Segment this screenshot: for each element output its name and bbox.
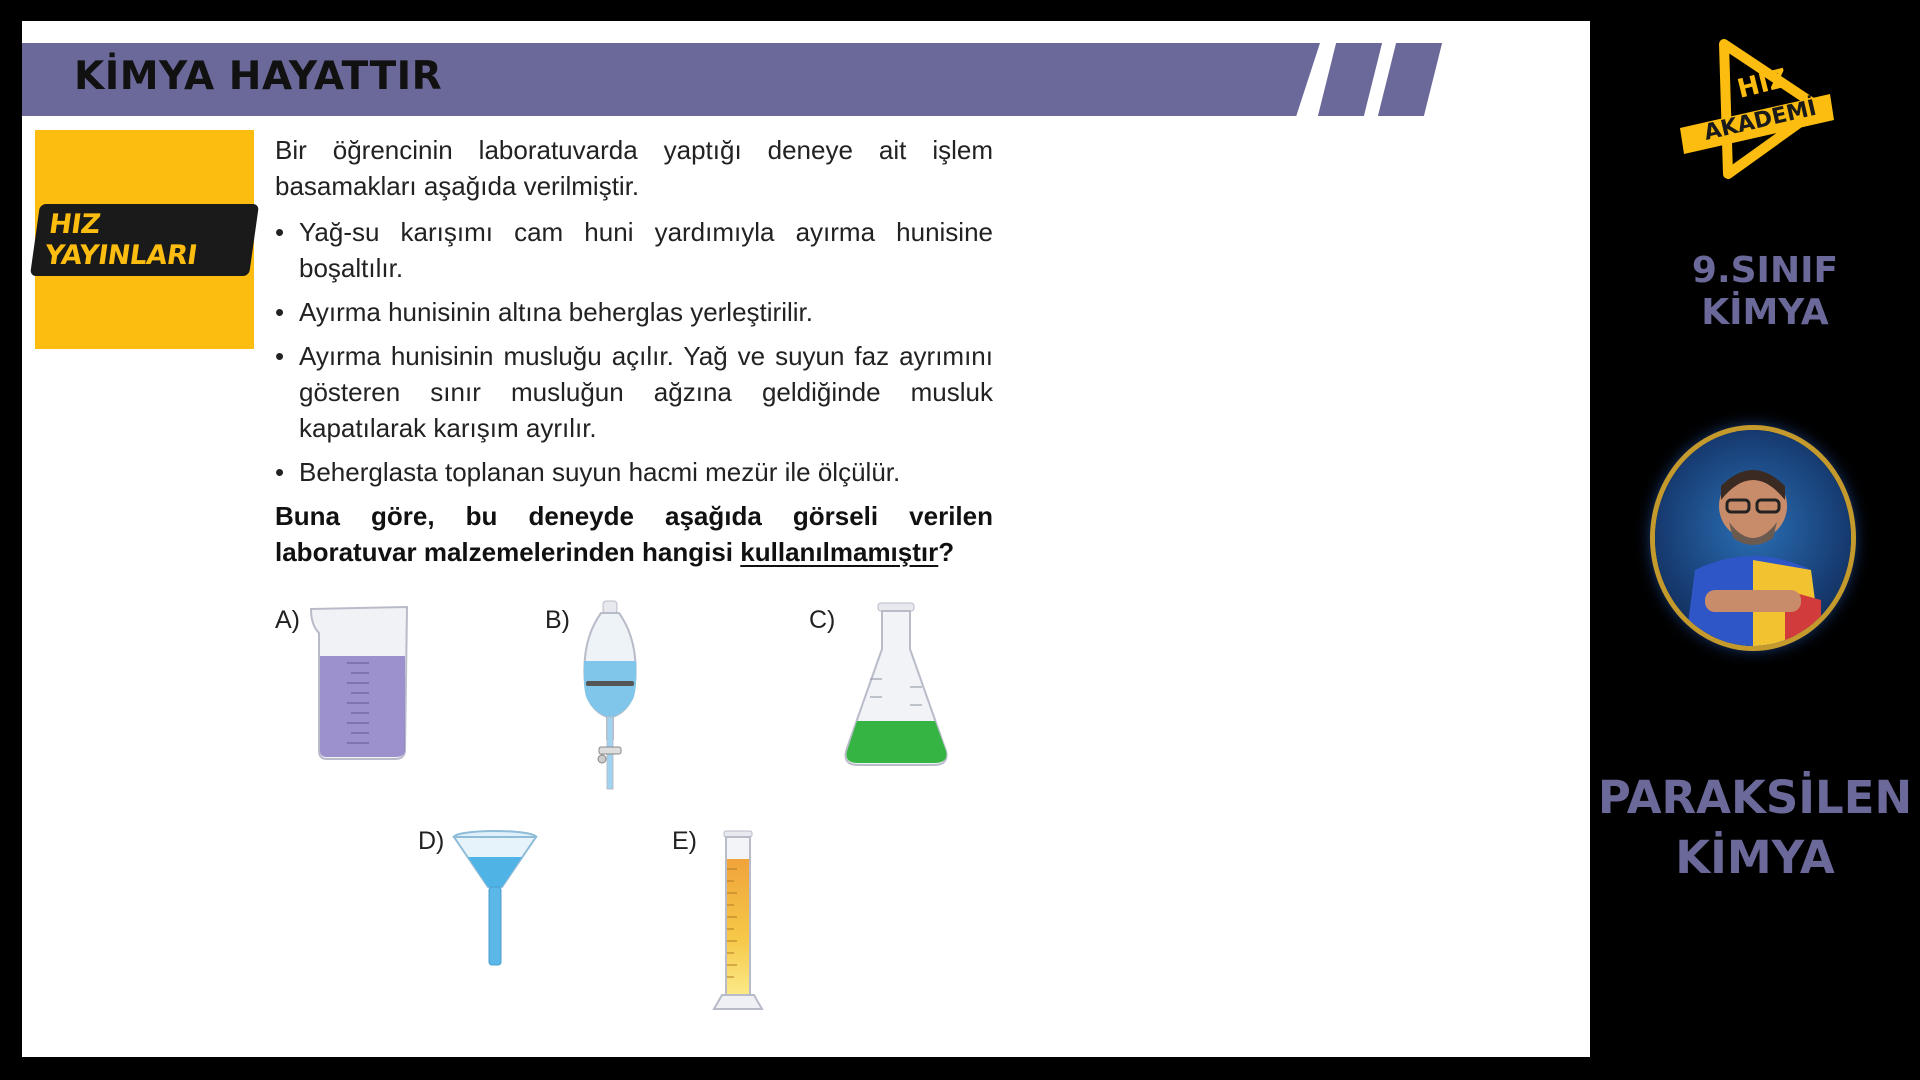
prompt-end: ? <box>938 537 955 567</box>
teacher-line2: KİMYA <box>1675 831 1835 884</box>
step-item: • Ayırma hunisinin musluğu açılır. Yağ ve suyun faz ayrımını gösteren sınır musluğun ağzına geldiğinde musluk kapatılarak karışım ayrılır. <box>275 338 993 446</box>
question-prompt <box>275 498 993 570</box>
option-c-label[interactable]: C) <box>809 606 836 634</box>
class-line2: KİMYA <box>1701 292 1829 333</box>
banner-stripe <box>1378 43 1442 116</box>
banner-stripe <box>1318 43 1382 116</box>
question-intro: Bir öğrencinin laboratuvarda yaptığı deneye ait işlem basamakları aşağıda verilmiştir. <box>275 135 993 201</box>
avatar-figure <box>1655 430 1851 646</box>
separatory-funnel-icon[interactable] <box>575 599 645 794</box>
logo-line2: AKADEMİ <box>1701 95 1819 146</box>
erlenmeyer-flask-icon[interactable] <box>840 601 952 771</box>
option-d-label[interactable]: D) <box>418 827 445 855</box>
class-line1: 9.SINIF <box>1691 250 1839 291</box>
publisher-logo-text: HIZ YAYINLARI <box>30 204 259 276</box>
step-item: • Ayırma hunisinin altına beherglas yerleştirilir. <box>275 294 993 330</box>
page-title: KİMYA HAYATTIR <box>74 54 443 99</box>
question-body <box>275 132 993 570</box>
option-a-label[interactable]: A) <box>275 606 300 634</box>
step-item: • Yağ-su karışımı cam huni yardımıyla ayırma hunisine boşaltılır. <box>275 214 993 286</box>
option-b-label[interactable]: B) <box>545 606 570 634</box>
steps-list <box>275 214 993 490</box>
teacher-label <box>1590 768 1920 888</box>
step-item: • Beherglasta toplanan suyun hacmi mezür ile ölçülür. <box>275 454 993 490</box>
prompt-start: Buna göre, bu deneyde aşağıda görseli verilen laboratuvar malzemelerinden hangisi <box>275 501 993 567</box>
class-label <box>1640 250 1890 334</box>
logo-line1: HIZ <box>1734 63 1791 105</box>
beaker-icon[interactable] <box>307 601 417 761</box>
slide <box>22 21 1590 1057</box>
teacher-line1: PARAKSİLEN <box>1597 771 1913 824</box>
teacher-avatar <box>1655 430 1851 646</box>
graduated-cylinder-icon[interactable] <box>702 829 772 1014</box>
prompt-underlined: kullanılmamıştır <box>740 537 939 567</box>
option-e-label[interactable]: E) <box>672 827 697 855</box>
hiz-akademi-logo <box>1670 36 1840 186</box>
publisher-logo <box>35 130 254 349</box>
funnel-icon[interactable] <box>450 829 540 969</box>
